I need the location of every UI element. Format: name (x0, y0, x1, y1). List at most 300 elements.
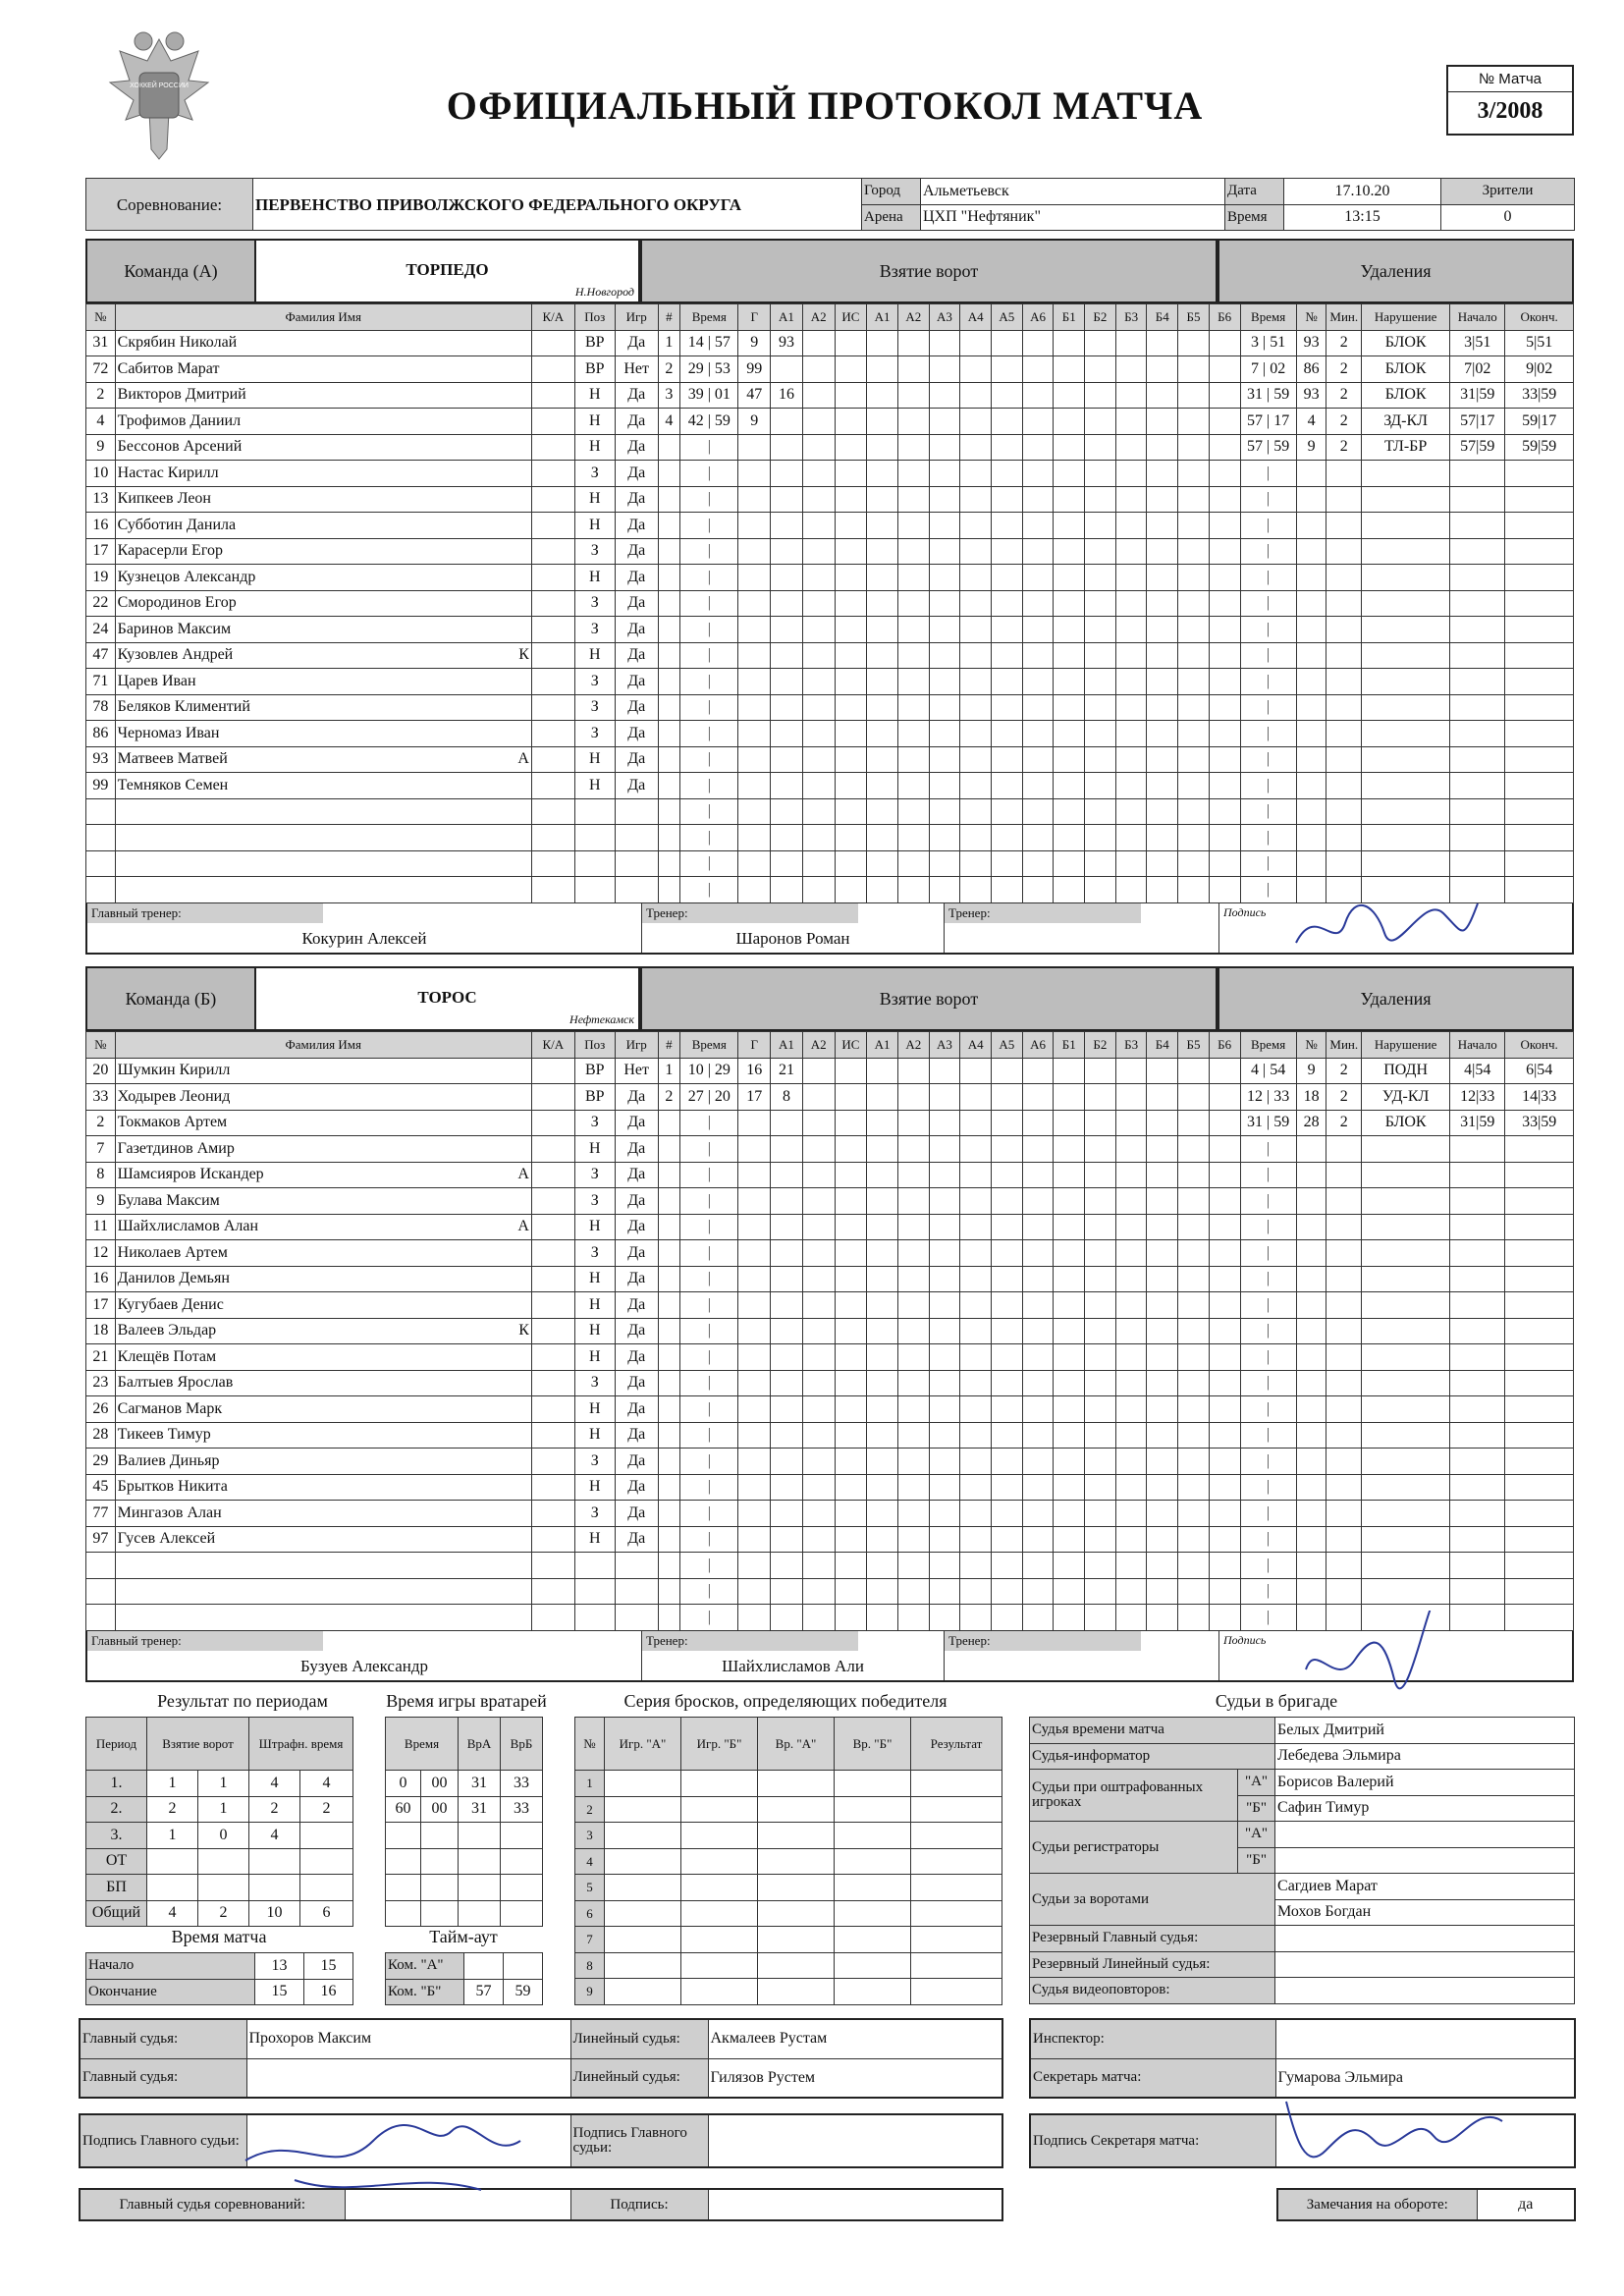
player-name (115, 798, 531, 825)
pen-start: 7|02 (1450, 356, 1505, 383)
player-ka (531, 461, 574, 487)
pen-end: 33|59 (1505, 1110, 1574, 1136)
player-ka (531, 382, 574, 409)
period-row (86, 1900, 353, 1927)
player-ka (531, 1422, 574, 1449)
shootout-cell (911, 1823, 1002, 1849)
video-label: Судья видеоповторов: (1030, 1978, 1275, 2004)
periods-h-goals: Взятие ворот (147, 1718, 249, 1771)
pen-end: 59|59 (1505, 434, 1574, 461)
player-name: Газетдинов Амир (115, 1136, 531, 1163)
player-name: Баринов Максим (115, 617, 531, 643)
team_a-header (85, 239, 640, 303)
player-number: 72 (86, 356, 116, 383)
shootout-cell (758, 1927, 835, 1953)
player-plays: Да (615, 1110, 658, 1136)
gk-row (386, 1823, 543, 1849)
player-pos: З (574, 1188, 615, 1215)
player-ka (531, 1266, 574, 1292)
pen-minutes: 2 (1326, 1110, 1362, 1136)
player-plays: Да (615, 1240, 658, 1267)
goal-scorer: 9 (738, 409, 771, 435)
goal-time: 39 | 01 (680, 382, 738, 409)
goal-judge-1: Сагдиев Марат (1275, 1874, 1575, 1900)
player-ka (531, 877, 574, 903)
player-plays (615, 1605, 658, 1631)
player-plays (615, 798, 658, 825)
team_b-h-pno: № (1296, 1032, 1326, 1059)
spectators-label: Зрители (1441, 179, 1575, 205)
shootout-cell (911, 1875, 1002, 1901)
pen-start: 12|33 (1450, 1084, 1505, 1111)
pen-infraction: ТЛ-БР (1362, 434, 1450, 461)
player-ka (531, 1188, 574, 1215)
player-number: 13 (86, 486, 116, 513)
shootout-h: Результат (911, 1718, 1002, 1771)
goal-a1: 16 (771, 382, 803, 409)
team_b-h-pm-6: Б1 (1054, 1032, 1085, 1059)
team_b-row: | | (86, 1553, 1574, 1579)
team_a-city: Н.Новгород (574, 285, 634, 299)
period-cell: 4 (249, 1823, 300, 1849)
competition-label: Соревнование: (86, 179, 253, 231)
player-name: Токмаков Артем (115, 1110, 531, 1136)
line-ref-label: Линейный судья: (570, 2019, 708, 2058)
timeout-table (385, 1952, 543, 2005)
player-pos: З (574, 694, 615, 721)
player-number: 77 (86, 1501, 116, 1527)
period-cell: 2 (198, 1900, 249, 1927)
player-pos (574, 825, 615, 851)
res-line-label: Резервный Линейный судья: (1030, 1951, 1275, 1978)
pen-infraction: УД-КЛ (1362, 1084, 1450, 1111)
pen-time: 3 | 51 (1240, 330, 1296, 356)
date-label: Дата (1225, 179, 1284, 205)
period-cell: 4 (147, 1900, 198, 1927)
player-ka (531, 1084, 574, 1111)
period-cell: БП (86, 1875, 147, 1901)
start-m: 15 (304, 1953, 353, 1980)
player-ka (531, 1162, 574, 1188)
player-number (86, 798, 116, 825)
eagle-logo (90, 22, 228, 169)
player-number: 10 (86, 461, 116, 487)
pen-time: 57 | 17 (1240, 409, 1296, 435)
player-pos: Н (574, 1422, 615, 1449)
team_b-row: 9 Булава Максим З Да | | (86, 1188, 1574, 1215)
main-ref-label: Главный судья: (80, 2019, 246, 2058)
player-number: 86 (86, 721, 116, 747)
player-pos: ВР (574, 1058, 615, 1084)
period-cell (249, 1848, 300, 1875)
player-ka (531, 721, 574, 747)
shootout-table (574, 1717, 1002, 2005)
pen-minutes: 2 (1326, 409, 1362, 435)
team_b-h-pinf: Нарушение (1362, 1032, 1450, 1059)
player-ka (531, 1578, 574, 1605)
team_b-h-ka: К/А (531, 1032, 574, 1059)
player-pos (574, 850, 615, 877)
shootout-h: № (575, 1718, 605, 1771)
team_a-h-pm-11: Б6 (1209, 304, 1240, 331)
player-plays: Да (615, 382, 658, 409)
player-ka (531, 1136, 574, 1163)
player-number: 17 (86, 1292, 116, 1319)
player-plays: Нет (615, 356, 658, 383)
player-pos: Н (574, 486, 615, 513)
player-ka (531, 1214, 574, 1240)
player-number: 18 (86, 1318, 116, 1344)
timeout-b-s: 59 (504, 1979, 543, 2005)
player-pos: Н (574, 746, 615, 773)
pen-time: 31 | 59 (1240, 382, 1296, 409)
refs-title: Судьи в бригаде (1215, 1691, 1338, 1711)
match-time-title: Время матча (171, 1927, 267, 1946)
period-row (86, 1848, 353, 1875)
reg-a-label: "А" (1238, 1822, 1275, 1848)
gk-cell: 00 (421, 1796, 459, 1823)
player-name: Сабитов Марат (115, 356, 531, 383)
shootout-cell (605, 1979, 681, 2005)
team_b-penalties-title: Удаления (1218, 966, 1574, 1031)
player-pos: З (574, 461, 615, 487)
coach-a-signature (1276, 884, 1492, 972)
player-ka (531, 1396, 574, 1423)
player-ka (531, 1110, 574, 1136)
player-name: Тикеев Тимур (115, 1422, 531, 1449)
pen-infraction: ПОДН (1362, 1058, 1450, 1084)
team_a-roster-table (85, 303, 1574, 903)
team_a-row: 13 Кипкеев Леон Н Да | | (86, 486, 1574, 513)
team_a-penalties-title: Удаления (1218, 239, 1574, 303)
team_a-row: 47 Кузовлев Андрей К Н Да | | (86, 642, 1574, 669)
player-name: Балтыев Ярослав (115, 1370, 531, 1396)
player-pos: З (574, 669, 615, 695)
period-cell (198, 1848, 249, 1875)
team_a-row: 86 Черномаз Иван З Да | | (86, 721, 1574, 747)
player-name: Кузовлев Андрей К (115, 642, 531, 669)
player-ka (531, 1501, 574, 1527)
player-ka (531, 434, 574, 461)
player-number: 97 (86, 1526, 116, 1553)
pen-start: 31|59 (1450, 1110, 1505, 1136)
player-pos (574, 798, 615, 825)
shootout-cell (758, 1875, 835, 1901)
period-cell (249, 1875, 300, 1901)
goal-number: 4 (658, 409, 679, 435)
player-plays: Да (615, 1474, 658, 1501)
team_b-label: Команда (Б) (125, 988, 217, 1009)
period-cell: 0 (198, 1823, 249, 1849)
player-name: Бессонов Арсений (115, 434, 531, 461)
goal-a1: 21 (771, 1058, 803, 1084)
team_a-goals-title: Взятие ворот (640, 239, 1218, 303)
player-name (115, 877, 531, 903)
goal-number: 2 (658, 1084, 679, 1111)
shootout-cell (911, 1927, 1002, 1953)
period-cell: ОТ (86, 1848, 147, 1875)
player-plays: Да (615, 565, 658, 591)
player-ka (531, 1526, 574, 1553)
team_b-coach: Шайхлисламов Али (722, 1656, 864, 1675)
goal-judge-2: Мохов Богдан (1275, 1899, 1575, 1926)
team-b-section (85, 966, 1574, 1682)
team_a-row: | | (86, 877, 1574, 903)
reg-b-label: "Б" (1238, 1847, 1275, 1874)
player-name (115, 1605, 531, 1631)
ref-info-label: Судья-информатор (1030, 1743, 1275, 1770)
player-plays: Да (615, 669, 658, 695)
player-name: Матвеев Матвей А (115, 746, 531, 773)
shootout-cell (835, 1900, 911, 1927)
team_b-h-pm-10: Б5 (1178, 1032, 1210, 1059)
player-plays: Да (615, 1266, 658, 1292)
team_b-h-pm-5: А6 (1022, 1032, 1054, 1059)
player-number: 22 (86, 590, 116, 617)
gk-cell (459, 1900, 501, 1927)
city-label: Город (862, 179, 921, 205)
line-ref-2: Гилязов Рустем (708, 2058, 1002, 2098)
player-number: 47 (86, 642, 116, 669)
goal-time: 10 | 29 (680, 1058, 738, 1084)
pen-time: 12 | 33 (1240, 1084, 1296, 1111)
team_b-row: 26 Сагманов Марк Н Да | | (86, 1396, 1574, 1423)
player-number (86, 877, 116, 903)
team_a-row (86, 356, 1574, 383)
player-plays: Да (615, 330, 658, 356)
ref-time-label: Судья времени матча (1030, 1718, 1275, 1744)
player-pos: Н (574, 382, 615, 409)
pen-minutes: 2 (1326, 382, 1362, 409)
pen-time: 7 | 02 (1240, 356, 1296, 383)
player-plays: Да (615, 1526, 658, 1553)
period-row (86, 1771, 353, 1797)
shootout-cell (681, 1771, 758, 1797)
team_a-h-pm-9: Б4 (1147, 304, 1178, 331)
pen-time: 4 | 54 (1240, 1058, 1296, 1084)
player-ka (531, 694, 574, 721)
gk-cell: 31 (459, 1771, 501, 1797)
player-name: Сагманов Марк (115, 1396, 531, 1423)
player-ka (531, 617, 574, 643)
shootout-cell (681, 1875, 758, 1901)
competition: ПЕРВЕНСТВО ПРИВОЛЖСКОГО ФЕДЕРАЛЬНОГО ОКРУГА (253, 179, 862, 231)
player-number: 9 (86, 434, 116, 461)
player-plays: Да (615, 1292, 658, 1319)
team_a-row: | | (86, 825, 1574, 851)
team_a-h-pno: № (1296, 304, 1326, 331)
pen-player: 28 (1296, 1110, 1326, 1136)
line-ref-label-2: Линейный судья: (570, 2058, 708, 2098)
ref-time: Белых Дмитрий (1275, 1718, 1575, 1744)
goal-judges-label: Судьи за воротами (1030, 1874, 1275, 1926)
team_a-head-coach-label: Главный тренер: (87, 903, 323, 923)
match-time-table (85, 1952, 353, 2005)
comp-main-label: Главный судья соревнований: (80, 2189, 345, 2220)
pen-minutes: 2 (1326, 1084, 1362, 1111)
period-cell: 6 (300, 1900, 353, 1927)
team_b-row (86, 1058, 1574, 1084)
time-label: Время (1225, 204, 1284, 231)
period-cell (300, 1875, 353, 1901)
team_b-roster-table (85, 1031, 1574, 1631)
pen-start: 3|51 (1450, 330, 1505, 356)
shootout-cell: 6 (575, 1900, 605, 1927)
shootout-cell (605, 1927, 681, 1953)
player-pos: З (574, 1110, 615, 1136)
shootout-cell (605, 1823, 681, 1849)
pen-infraction: ЗД-КЛ (1362, 409, 1450, 435)
player-name: Беляков Климентий (115, 694, 531, 721)
shootout-cell (681, 1952, 758, 1979)
player-name: Карасерли Егор (115, 538, 531, 565)
sig-secretary-label: Подпись Секретаря матча: (1030, 2114, 1275, 2167)
goal-scorer: 99 (738, 356, 771, 383)
team_a-row (86, 382, 1574, 409)
goal-number: 3 (658, 382, 679, 409)
team_b-name: ТОРОС (417, 988, 477, 1007)
pen-infraction: БЛОК (1362, 382, 1450, 409)
penbox-b: Сафин Тимур (1275, 1795, 1575, 1822)
team_a-h-pm-4: А5 (992, 304, 1023, 331)
player-pos: ВР (574, 356, 615, 383)
gk-cell (501, 1875, 543, 1901)
goal-scorer: 16 (738, 1058, 771, 1084)
player-ka (531, 513, 574, 539)
period-cell: 1 (198, 1796, 249, 1823)
goal-time: 29 | 53 (680, 356, 738, 383)
team_a-row: 16 Субботин Данила Н Да | | (86, 513, 1574, 539)
pen-minutes: 2 (1326, 434, 1362, 461)
shootout-cell: 3 (575, 1823, 605, 1849)
team_a-h-ka: К/А (531, 304, 574, 331)
shootout-row (575, 1796, 1002, 1823)
shootout-cell (758, 1952, 835, 1979)
team_a-h-ptime: Время (1240, 304, 1296, 331)
team_b-row: 12 Николаев Артем З Да | | (86, 1240, 1574, 1267)
team_b-head-coach: Бузуев Александр (300, 1656, 428, 1675)
player-number (86, 825, 116, 851)
team_b-h-no: № (86, 1032, 116, 1059)
player-ka (531, 825, 574, 851)
secretary-label: Секретарь матча: (1030, 2058, 1275, 2098)
shootout-row (575, 1848, 1002, 1875)
gk-cell (386, 1875, 421, 1901)
shootout-cell (605, 1875, 681, 1901)
player-plays: Да (615, 461, 658, 487)
player-name: Викторов Дмитрий (115, 382, 531, 409)
goal-scorer: 9 (738, 330, 771, 356)
gk-h-a: ВрА (459, 1718, 501, 1771)
goal-time: 42 | 59 (680, 409, 738, 435)
shootout-row (575, 1927, 1002, 1953)
team_a-sign-label: Подпись (1223, 904, 1267, 919)
team_b-row: 11 Шайхлисламов Алан А Н Да | | (86, 1214, 1574, 1240)
end-h: 15 (255, 1979, 304, 2005)
shootout-h: Вр. "А" (758, 1718, 835, 1771)
player-number: 11 (86, 1214, 116, 1240)
player-pos: Н (574, 642, 615, 669)
start-h: 13 (255, 1953, 304, 1980)
player-plays: Да (615, 1318, 658, 1344)
shootout-cell (758, 1900, 835, 1927)
player-ka (531, 1240, 574, 1267)
shootout-cell: 4 (575, 1848, 605, 1875)
player-name: Трофимов Даниил (115, 409, 531, 435)
penbox-a: Борисов Валерий (1275, 1770, 1575, 1796)
gk-row (386, 1771, 543, 1797)
player-name: Шайхлисламов Алан А (115, 1214, 531, 1240)
player-ka (531, 565, 574, 591)
shootout-cell: 5 (575, 1875, 605, 1901)
gk-cell (421, 1823, 459, 1849)
team_b-row: 21 Клещёв Потам Н Да | | (86, 1344, 1574, 1371)
pen-player: 86 (1296, 356, 1326, 383)
period-cell: 2 (300, 1796, 353, 1823)
shootout-cell (835, 1796, 911, 1823)
player-pos: Н (574, 1344, 615, 1371)
shootout-cell (835, 1979, 911, 2005)
player-plays: Да (615, 409, 658, 435)
shootout-cell (605, 1771, 681, 1797)
goal-number: 2 (658, 356, 679, 383)
shootout-cell (835, 1771, 911, 1797)
player-plays: Да (615, 1396, 658, 1423)
gk-cell (501, 1848, 543, 1875)
player-plays: Да (615, 721, 658, 747)
player-ka (531, 773, 574, 799)
player-ka (531, 746, 574, 773)
sig-main-label: Подпись Главного судьи: (80, 2114, 246, 2167)
line-ref-1: Акмалеев Рустам (708, 2019, 1002, 2058)
officials-table (79, 2018, 1003, 2099)
player-pos: Н (574, 409, 615, 435)
player-number: 78 (86, 694, 116, 721)
pen-minutes: 2 (1326, 1058, 1362, 1084)
team_a-name-box (254, 241, 638, 301)
player-name: Кугубаев Денис (115, 1292, 531, 1319)
shootout-cell (758, 1823, 835, 1849)
player-name: Кипкеев Леон (115, 486, 531, 513)
team_a-row: 24 Баринов Максим З Да | | (86, 617, 1574, 643)
player-pos: З (574, 1449, 615, 1475)
pen-end: 59|17 (1505, 409, 1574, 435)
gk-time-table (385, 1717, 543, 1927)
player-plays: Да (615, 694, 658, 721)
arena-label: Арена (862, 204, 921, 231)
pen-player: 4 (1296, 409, 1326, 435)
main-ref-signature (236, 2102, 530, 2210)
pen-minutes: 2 (1326, 330, 1362, 356)
team_b-h-pm-8: Б3 (1115, 1032, 1147, 1059)
team_a-coach-label: Тренер: (642, 903, 858, 923)
player-number: 23 (86, 1370, 116, 1396)
pen-start: 57|17 (1450, 409, 1505, 435)
player-number: 20 (86, 1058, 116, 1084)
shootout-cell (758, 1848, 835, 1875)
player-name (115, 1578, 531, 1605)
player-number (86, 1553, 116, 1579)
player-plays (615, 850, 658, 877)
team_b-h-pm-1: А2 (897, 1032, 929, 1059)
player-number: 9 (86, 1188, 116, 1215)
timeout-b-label: Ком. "Б" (386, 1979, 464, 2005)
team_b-h-pm-0: А1 (867, 1032, 898, 1059)
team_a-h-gtime: Время (680, 304, 738, 331)
player-number: 19 (86, 565, 116, 591)
team_a-h-pos: Поз (574, 304, 615, 331)
gk-cell (501, 1823, 543, 1849)
